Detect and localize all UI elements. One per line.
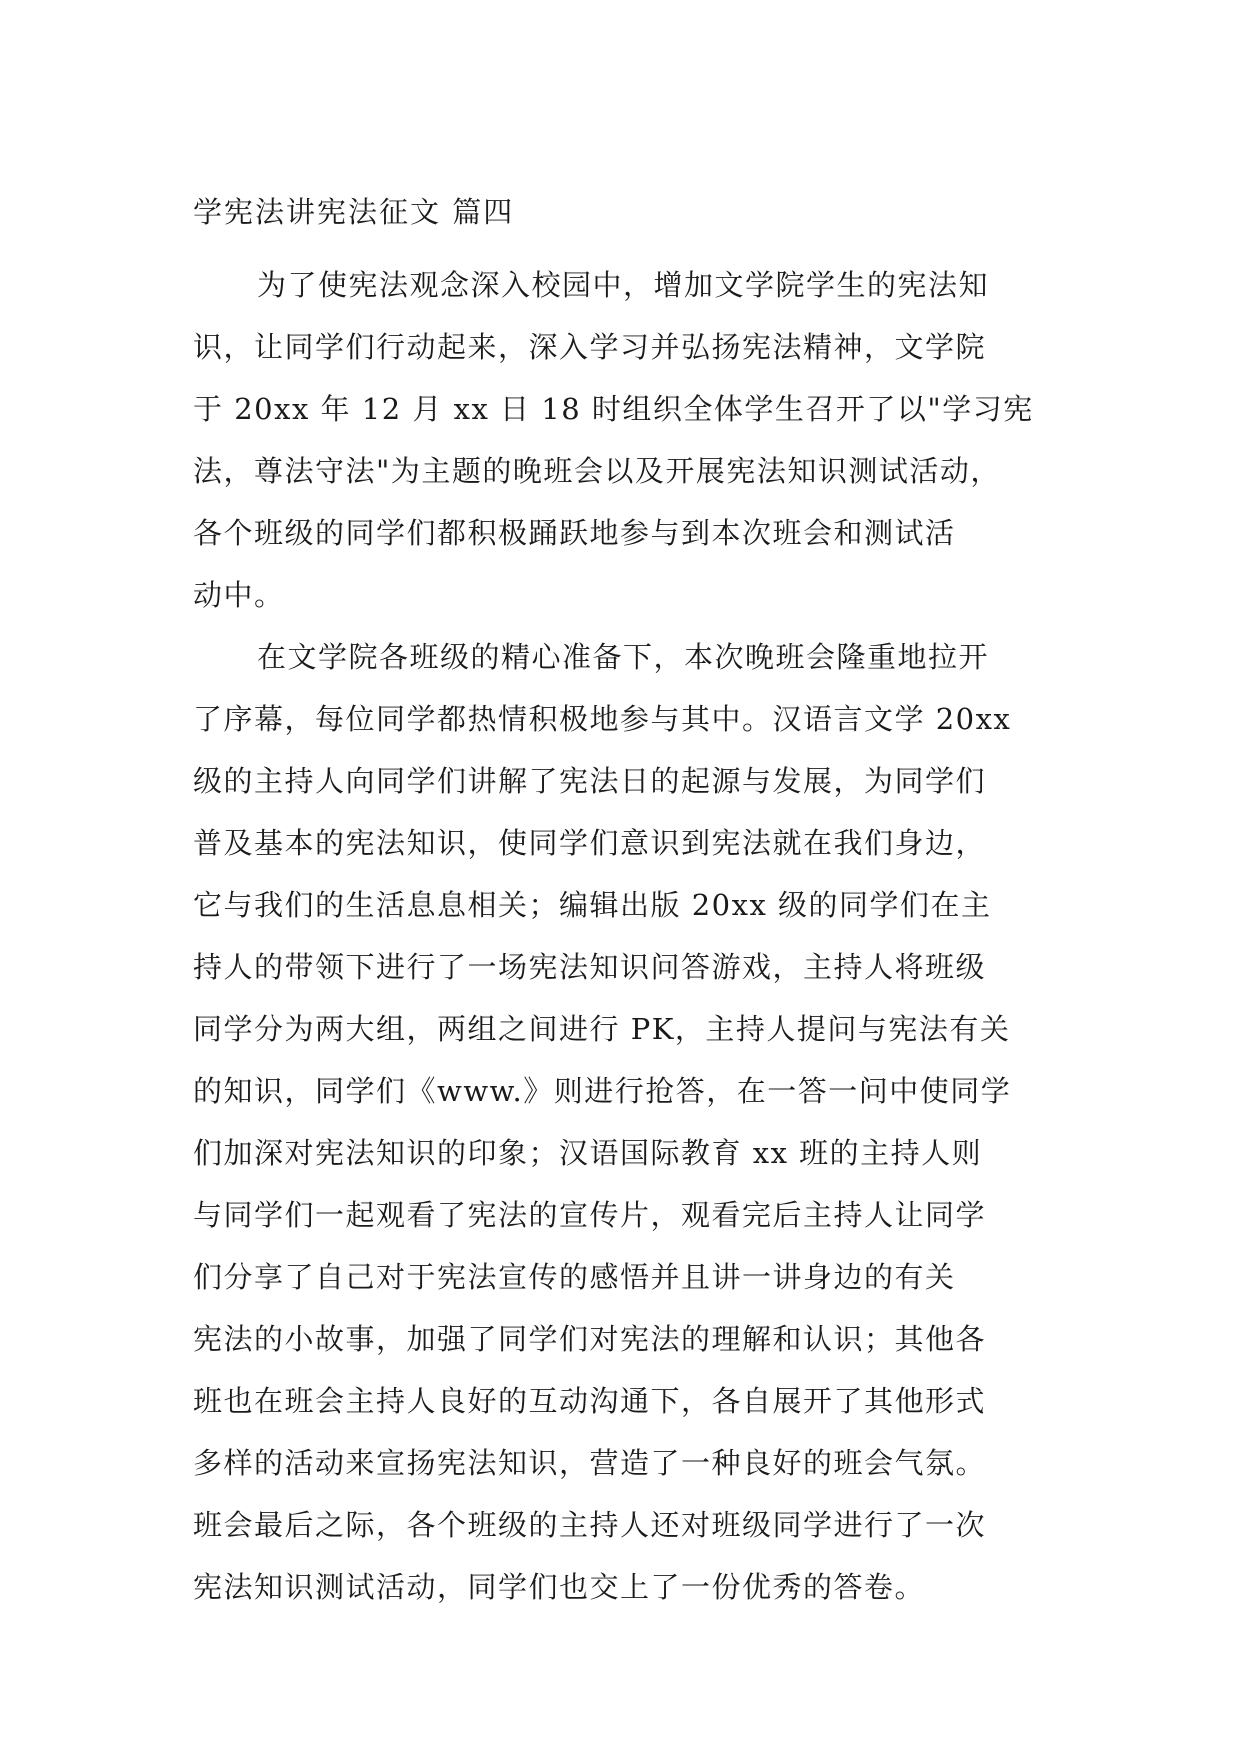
paragraph-1-line-3: 于 20xx 年 12 月 xx 日 18 时组织全体学生召开了以"学习宪 — [193, 392, 1034, 426]
paragraph-2-line-7: 同学分为两大组，两组之间进行 PK，主持人提问与宪法有关 — [193, 1012, 1011, 1046]
paragraph-2-line-15: 班会最后之际，各个班级的主持人还对班级同学进行了一次 — [193, 1508, 987, 1542]
paragraph-2-line-16: 宪法知识测试活动，同学们也交上了一份优秀的答卷。 — [193, 1570, 926, 1604]
document-title: 学宪法讲宪法征文 篇四 — [193, 195, 515, 229]
paragraph-1-line-2: 识，让同学们行动起来，深入学习并弘扬宪法精神，文学院 — [193, 330, 987, 364]
paragraph-1-line-5: 各个班级的同学们都积极踊跃地参与到本次班会和测试活 — [193, 516, 956, 550]
paragraph-2-line-8: 的知识，同学们《www.》则进行抢答，在一答一问中使同学 — [193, 1074, 1012, 1108]
paragraph-2-line-13: 班也在班会主持人良好的互动沟通下，各自展开了其他形式 — [193, 1384, 987, 1418]
paragraph-2-line-5: 它与我们的生活息息相关；编辑出版 20xx 级的同学们在主 — [193, 888, 992, 922]
paragraph-2-line-3: 级的主持人向同学们讲解了宪法日的起源与发展，为同学们 — [193, 764, 987, 798]
paragraph-1-line-4: 法，尊法守法"为主题的晚班会以及开展宪法知识测试活动， — [193, 454, 1001, 488]
paragraph-2-line-11: 们分享了自己对于宪法宣传的感悟并且讲一讲身边的有关 — [193, 1260, 956, 1294]
paragraph-2-line-4: 普及基本的宪法知识，使同学们意识到宪法就在我们身边， — [193, 826, 987, 860]
paragraph-2-line-12: 宪法的小故事，加强了同学们对宪法的理解和认识；其他各 — [193, 1322, 987, 1356]
paragraph-1-line-1: 为了使宪法观念深入校园中，增加文学院学生的宪法知 — [257, 268, 990, 302]
paragraph-2-line-9: 们加深对宪法知识的印象；汉语国际教育 xx 班的主持人则 — [193, 1136, 983, 1170]
paragraph-2-line-6: 持人的带领下进行了一场宪法知识问答游戏，主持人将班级 — [193, 950, 987, 984]
paragraph-2-line-2: 了序幕，每位同学都热情积极地参与其中。汉语言文学 20xx — [193, 702, 1012, 736]
paragraph-2-line-10: 与同学们一起观看了宪法的宣传片，观看完后主持人让同学 — [193, 1198, 987, 1232]
paragraph-2-line-14: 多样的活动来宣扬宪法知识，营造了一种良好的班会气氛。 — [193, 1446, 987, 1480]
paragraph-1-line-6: 动中。 — [193, 578, 285, 612]
paragraph-2-line-1: 在文学院各班级的精心准备下，本次晚班会隆重地拉开 — [257, 640, 990, 674]
